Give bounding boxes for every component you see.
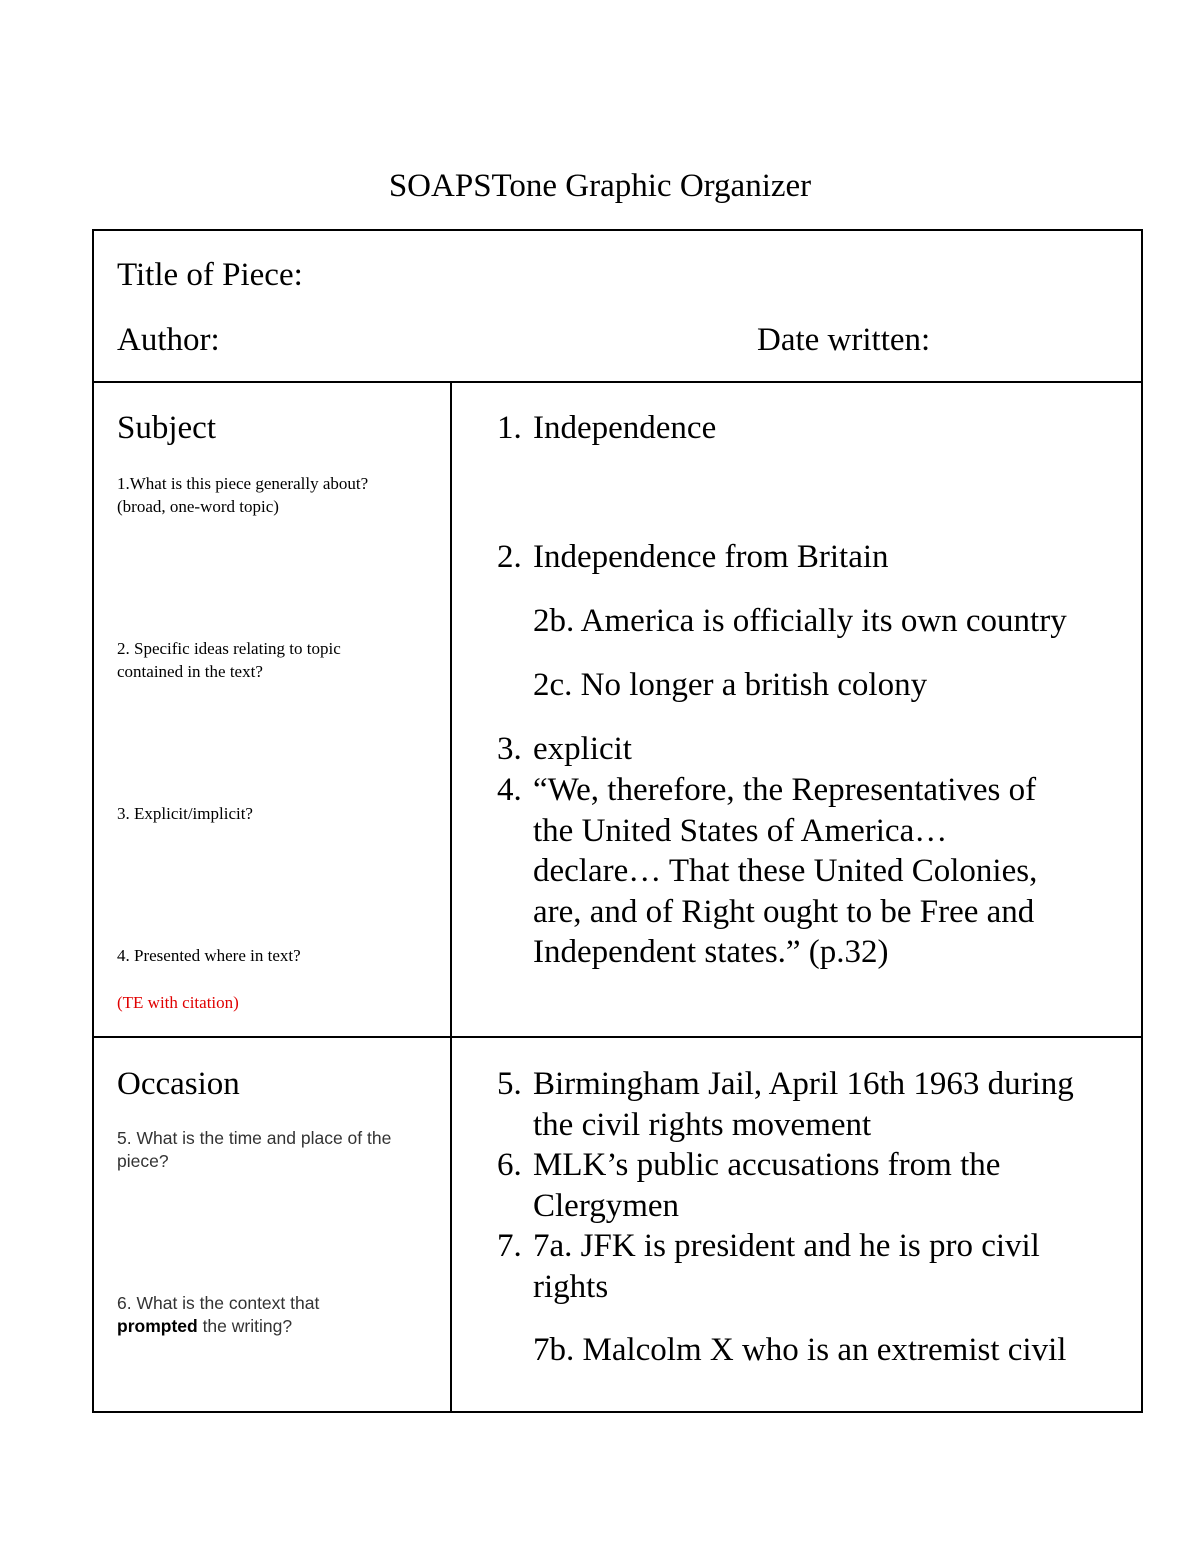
occasion-heading: Occasion bbox=[117, 1066, 240, 1102]
subject-question-2 bbox=[117, 637, 341, 683]
subject-question-4: 4. Presented where in text? bbox=[117, 946, 301, 965]
answer-4 bbox=[497, 770, 1037, 973]
answer-text: explicit bbox=[533, 731, 632, 767]
answer-text: Independent states.” (p.32) bbox=[533, 934, 889, 970]
answer-2c bbox=[497, 665, 927, 706]
subject-question-2-line2: contained in the text? bbox=[117, 662, 263, 681]
answer-text: the United States of America… bbox=[533, 812, 948, 849]
occasion-question-6 bbox=[117, 1292, 319, 1338]
answer-6 bbox=[497, 1145, 1000, 1226]
occasion-question-5-line1: 5. What is the time and place of the bbox=[117, 1128, 392, 1148]
answer-number: 1. bbox=[497, 410, 522, 446]
answer-7 bbox=[497, 1226, 1040, 1307]
date-written-label: Date written: bbox=[757, 322, 931, 358]
answer-text: rights bbox=[533, 1268, 609, 1305]
occasion-question-6-line1: 6. What is the context that bbox=[117, 1293, 320, 1313]
answer-text: Independence bbox=[533, 410, 717, 446]
subject-question-2-line1: 2. Specific ideas relating to topic bbox=[117, 639, 341, 658]
answer-text: the civil rights movement bbox=[533, 1106, 872, 1143]
answer-number: 7. bbox=[497, 1228, 522, 1264]
answer-text: Independence from Britain bbox=[533, 539, 889, 575]
occasion-question-6-rest: the writing? bbox=[197, 1316, 293, 1336]
answer-text: declare… That these United Colonies, bbox=[533, 853, 1038, 889]
answer-text: Clergymen bbox=[533, 1187, 680, 1224]
answer-text: are, and of Right ought to be Free and bbox=[533, 893, 1035, 930]
subject-question-1 bbox=[117, 472, 368, 518]
subject-question-1-line2: (broad, one-word topic) bbox=[117, 497, 279, 516]
answer-number: 5. bbox=[497, 1066, 522, 1102]
header-row-divider bbox=[92, 381, 1143, 383]
occasion-question-5-line2: piece? bbox=[117, 1151, 169, 1171]
subject-question-3: 3. Explicit/implicit? bbox=[117, 804, 253, 823]
occasion-question-5 bbox=[117, 1127, 391, 1173]
answer-number: 3. bbox=[497, 731, 522, 767]
answer-text: 7b. Malcolm X who is an extremist civil bbox=[533, 1332, 1067, 1368]
emphasis-prompted: prompted bbox=[117, 1316, 198, 1336]
answer-2b bbox=[497, 601, 1067, 642]
answer-text: MLK’s public accusations from the bbox=[533, 1147, 1001, 1183]
answer-3 bbox=[497, 729, 632, 770]
answer-text: 2c. No longer a british colony bbox=[533, 667, 928, 703]
author-label: Author: bbox=[117, 322, 220, 358]
answer-2 bbox=[497, 537, 889, 578]
document-title: SOAPSTone Graphic Organizer bbox=[388, 168, 812, 204]
subject-question-4-note: (TE with citation) bbox=[117, 993, 239, 1012]
subject-row-divider bbox=[92, 1036, 1143, 1038]
title-of-piece-label: Title of Piece: bbox=[117, 257, 303, 293]
answer-number: 6. bbox=[497, 1147, 522, 1183]
answer-number: 2. bbox=[497, 539, 522, 575]
answer-7b bbox=[497, 1330, 1066, 1371]
answer-text: 7a. JFK is president and he is pro civil bbox=[533, 1228, 1040, 1264]
answer-1 bbox=[497, 408, 716, 449]
column-divider bbox=[450, 381, 452, 1413]
answer-5 bbox=[497, 1064, 1074, 1145]
answer-text: “We, therefore, the Representatives of bbox=[533, 772, 1037, 808]
subject-question-1-line1: 1.What is this piece generally about? bbox=[117, 474, 369, 493]
answer-text: Birmingham Jail, April 16th 1963 during bbox=[533, 1066, 1074, 1102]
answer-number: 4. bbox=[497, 772, 522, 808]
answer-text: 2b. America is officially its own country bbox=[533, 603, 1067, 639]
subject-heading: Subject bbox=[117, 410, 216, 446]
